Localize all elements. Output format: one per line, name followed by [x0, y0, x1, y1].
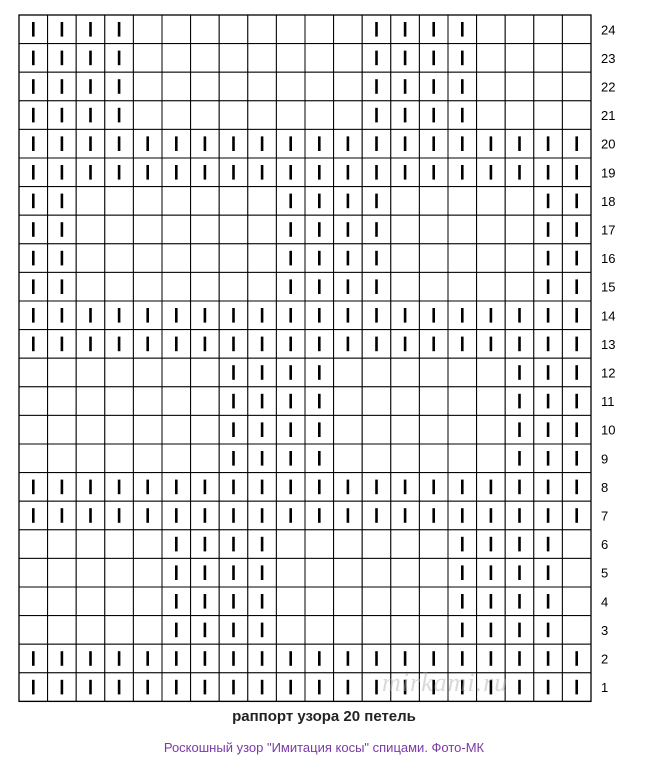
row-number: 3 [601, 622, 609, 638]
chart-cell [276, 15, 305, 44]
row-number: 5 [601, 565, 609, 581]
chart-cell [334, 101, 363, 130]
chart-row [19, 358, 615, 387]
chart-row [19, 215, 615, 244]
chart-cell [191, 44, 220, 73]
chart-row [19, 187, 615, 216]
row-number: 17 [601, 222, 616, 238]
chart-cell [133, 415, 162, 444]
chart-cell [505, 44, 534, 73]
chart-cell [76, 215, 105, 244]
chart-cell [219, 72, 248, 101]
chart-cell [477, 415, 506, 444]
row-number: 13 [601, 336, 616, 352]
chart-cell [391, 558, 420, 587]
chart-cell [191, 415, 220, 444]
chart-cell [162, 215, 191, 244]
chart-cell [391, 415, 420, 444]
chart-cell [105, 530, 134, 559]
chart-cell [477, 15, 506, 44]
chart-cell [219, 101, 248, 130]
chart-cell [105, 387, 134, 416]
chart-row [19, 330, 615, 359]
chart-cell [191, 72, 220, 101]
chart-row [19, 301, 615, 330]
chart-cell [334, 15, 363, 44]
chart-cell [19, 358, 48, 387]
chart-cell [276, 587, 305, 616]
pattern-subtitle: Роскошный узор "Имитация косы" спицами. Фото-МК [163, 740, 485, 755]
chart-cell [505, 101, 534, 130]
chart-cell [76, 616, 105, 645]
chart-cell [276, 44, 305, 73]
chart-cell [505, 272, 534, 301]
chart-cell [219, 272, 248, 301]
chart-cell [305, 15, 334, 44]
chart-cell [19, 616, 48, 645]
chart-cell [505, 15, 534, 44]
chart-cell [105, 587, 134, 616]
chart-cell [419, 272, 448, 301]
chart-cell [76, 244, 105, 273]
chart-cell [419, 215, 448, 244]
chart-row [19, 387, 615, 416]
chart-cell [419, 358, 448, 387]
chart-cell [505, 215, 534, 244]
chart-cell [419, 415, 448, 444]
chart-cell [362, 415, 391, 444]
chart-cell [448, 415, 477, 444]
chart-cell [305, 558, 334, 587]
chart-cell [305, 587, 334, 616]
chart-cell [105, 244, 134, 273]
chart-cell [162, 15, 191, 44]
row-number: 15 [601, 279, 616, 295]
chart-cell [162, 187, 191, 216]
chart-cell [276, 616, 305, 645]
chart-row [19, 244, 615, 273]
chart-cell [133, 44, 162, 73]
chart-row [19, 129, 615, 158]
chart-cell [362, 587, 391, 616]
chart-cell [419, 587, 448, 616]
row-number: 10 [601, 422, 616, 438]
chart-cell [133, 244, 162, 273]
chart-cell [305, 101, 334, 130]
row-number: 4 [601, 594, 609, 610]
chart-cell [391, 358, 420, 387]
chart-cell [191, 358, 220, 387]
chart-cell [219, 215, 248, 244]
chart-cell [534, 15, 563, 44]
chart-cell [534, 72, 563, 101]
chart-cell [419, 187, 448, 216]
chart-cell [562, 530, 591, 559]
chart-cell [219, 244, 248, 273]
chart-cell [48, 415, 77, 444]
chart-cell [419, 558, 448, 587]
row-number: 20 [601, 136, 616, 152]
chart-cell [248, 15, 277, 44]
chart-cell [334, 387, 363, 416]
chart-cell [391, 244, 420, 273]
chart-cell [448, 215, 477, 244]
chart-cell [477, 272, 506, 301]
chart-cell [105, 415, 134, 444]
chart-cell [76, 415, 105, 444]
chart-cell [391, 616, 420, 645]
chart-cell [477, 187, 506, 216]
chart-cell [248, 101, 277, 130]
chart-cell [76, 387, 105, 416]
chart-cell [105, 558, 134, 587]
chart-cell [391, 215, 420, 244]
chart-row [19, 272, 615, 301]
chart-row [19, 473, 608, 502]
chart-cell [477, 244, 506, 273]
chart-cell [276, 101, 305, 130]
chart-cell [162, 244, 191, 273]
chart-cell [133, 358, 162, 387]
chart-cell [419, 530, 448, 559]
chart-cell [133, 215, 162, 244]
chart-cell [105, 187, 134, 216]
chart-cell [219, 15, 248, 44]
chart-cell [105, 444, 134, 473]
chart-cell [562, 616, 591, 645]
chart-cell [448, 187, 477, 216]
chart-cell [191, 15, 220, 44]
chart-cell [391, 587, 420, 616]
chart-cell [76, 358, 105, 387]
row-number: 16 [601, 251, 616, 267]
chart-cell [248, 72, 277, 101]
chart-cell [419, 616, 448, 645]
chart-cell [276, 72, 305, 101]
chart-cell [191, 387, 220, 416]
chart-cell [248, 187, 277, 216]
row-number: 8 [601, 479, 609, 495]
chart-cell [334, 72, 363, 101]
chart-cell [248, 272, 277, 301]
chart-cell [362, 558, 391, 587]
chart-cell [76, 187, 105, 216]
chart-row [19, 101, 615, 130]
chart-cell [133, 387, 162, 416]
chart-cell [162, 272, 191, 301]
chart-cell [19, 558, 48, 587]
chart-row [19, 558, 608, 587]
chart-cell [48, 558, 77, 587]
chart-cell [133, 616, 162, 645]
chart-cell [334, 415, 363, 444]
chart-cell [162, 101, 191, 130]
chart-cell [334, 587, 363, 616]
chart-cell [562, 72, 591, 101]
chart-cell [162, 72, 191, 101]
chart-cell [562, 44, 591, 73]
chart-cell [162, 358, 191, 387]
chart-cell [48, 444, 77, 473]
row-number: 11 [601, 394, 615, 410]
chart-cell [48, 587, 77, 616]
chart-cell [305, 530, 334, 559]
row-number: 12 [601, 365, 616, 381]
chart-cell [391, 187, 420, 216]
chart-cell [305, 616, 334, 645]
chart-cell [448, 444, 477, 473]
chart-cell [133, 272, 162, 301]
row-number: 24 [601, 22, 616, 38]
chart-cell [448, 244, 477, 273]
chart-cell [477, 44, 506, 73]
chart-cell [391, 272, 420, 301]
chart-cell [419, 244, 448, 273]
chart-cell [133, 558, 162, 587]
chart-cell [248, 244, 277, 273]
row-number: 7 [601, 508, 609, 524]
row-number: 14 [601, 308, 616, 324]
chart-cell [562, 101, 591, 130]
chart-row [19, 15, 615, 44]
chart-cell [334, 558, 363, 587]
chart-cell [162, 44, 191, 73]
chart-cell [105, 358, 134, 387]
chart-cell [448, 358, 477, 387]
chart-cell [534, 44, 563, 73]
chart-cell [76, 272, 105, 301]
row-number: 1 [601, 680, 609, 696]
chart-cell [305, 44, 334, 73]
chart-row [19, 644, 608, 673]
chart-cell [48, 358, 77, 387]
chart-cell [48, 616, 77, 645]
chart-cell [477, 215, 506, 244]
row-number: 21 [601, 108, 616, 124]
chart-cell [133, 15, 162, 44]
chart-cell [562, 587, 591, 616]
chart-cell [19, 387, 48, 416]
chart-cell [276, 558, 305, 587]
chart-cell [191, 187, 220, 216]
chart-row [19, 44, 615, 73]
chart-cell [505, 187, 534, 216]
chart-cell [191, 444, 220, 473]
chart-cell [76, 444, 105, 473]
chart-row [19, 587, 608, 616]
chart-cell [133, 101, 162, 130]
row-number: 6 [601, 537, 609, 553]
chart-cell [191, 272, 220, 301]
chart-cell [334, 358, 363, 387]
chart-cell [477, 387, 506, 416]
chart-cell [191, 215, 220, 244]
watermark-text: mirkami.ru [382, 668, 509, 697]
chart-cell [477, 101, 506, 130]
chart-row [19, 501, 608, 530]
chart-row [19, 72, 615, 101]
row-number: 19 [601, 165, 616, 181]
chart-cell [162, 387, 191, 416]
chart-cell [133, 587, 162, 616]
chart-cell [133, 187, 162, 216]
chart-cell [76, 558, 105, 587]
chart-cell [19, 530, 48, 559]
chart-cell [448, 387, 477, 416]
chart-cell [391, 530, 420, 559]
chart-cell [419, 387, 448, 416]
chart-cell [305, 72, 334, 101]
chart-cell [191, 244, 220, 273]
chart-cell [105, 616, 134, 645]
chart-cell [105, 272, 134, 301]
chart-cell [219, 187, 248, 216]
chart-cell [448, 272, 477, 301]
chart-cell [334, 616, 363, 645]
chart-cell [76, 587, 105, 616]
chart-cell [162, 444, 191, 473]
chart-cell [562, 558, 591, 587]
row-number: 2 [601, 651, 609, 667]
chart-cell [505, 72, 534, 101]
chart-cell [19, 415, 48, 444]
chart-cell [334, 444, 363, 473]
row-number: 9 [601, 451, 609, 467]
chart-cell [133, 530, 162, 559]
chart-row [19, 158, 615, 187]
row-number: 18 [601, 193, 616, 209]
chart-row [19, 415, 615, 444]
chart-cell [48, 530, 77, 559]
chart-cell [477, 358, 506, 387]
row-number: 23 [601, 50, 616, 66]
chart-cell [248, 215, 277, 244]
chart-cell [133, 444, 162, 473]
chart-row [19, 530, 608, 559]
chart-cell [334, 530, 363, 559]
chart-cell [362, 387, 391, 416]
chart-cell [105, 215, 134, 244]
chart-row [19, 673, 608, 702]
chart-cell [534, 101, 563, 130]
chart-cell [362, 358, 391, 387]
chart-cell [334, 44, 363, 73]
chart-cell [477, 444, 506, 473]
chart-row [19, 616, 608, 645]
chart-cell [362, 616, 391, 645]
chart-cell [162, 415, 191, 444]
chart-cell [276, 530, 305, 559]
chart-cell [191, 101, 220, 130]
chart-cell [391, 387, 420, 416]
chart-cell [19, 587, 48, 616]
chart-cell [219, 44, 248, 73]
chart-cell [248, 44, 277, 73]
chart-cell [562, 15, 591, 44]
chart-cell [19, 444, 48, 473]
pattern-repeat-label: раппорт узора 20 петель [232, 708, 416, 725]
chart-cell [391, 444, 420, 473]
row-number: 22 [601, 79, 616, 95]
chart-cell [477, 72, 506, 101]
chart-cell [505, 244, 534, 273]
chart-cell [419, 444, 448, 473]
chart-cell [133, 72, 162, 101]
chart-cell [362, 530, 391, 559]
chart-row [19, 444, 608, 473]
chart-cell [76, 530, 105, 559]
chart-cell [48, 387, 77, 416]
chart-cell [362, 444, 391, 473]
